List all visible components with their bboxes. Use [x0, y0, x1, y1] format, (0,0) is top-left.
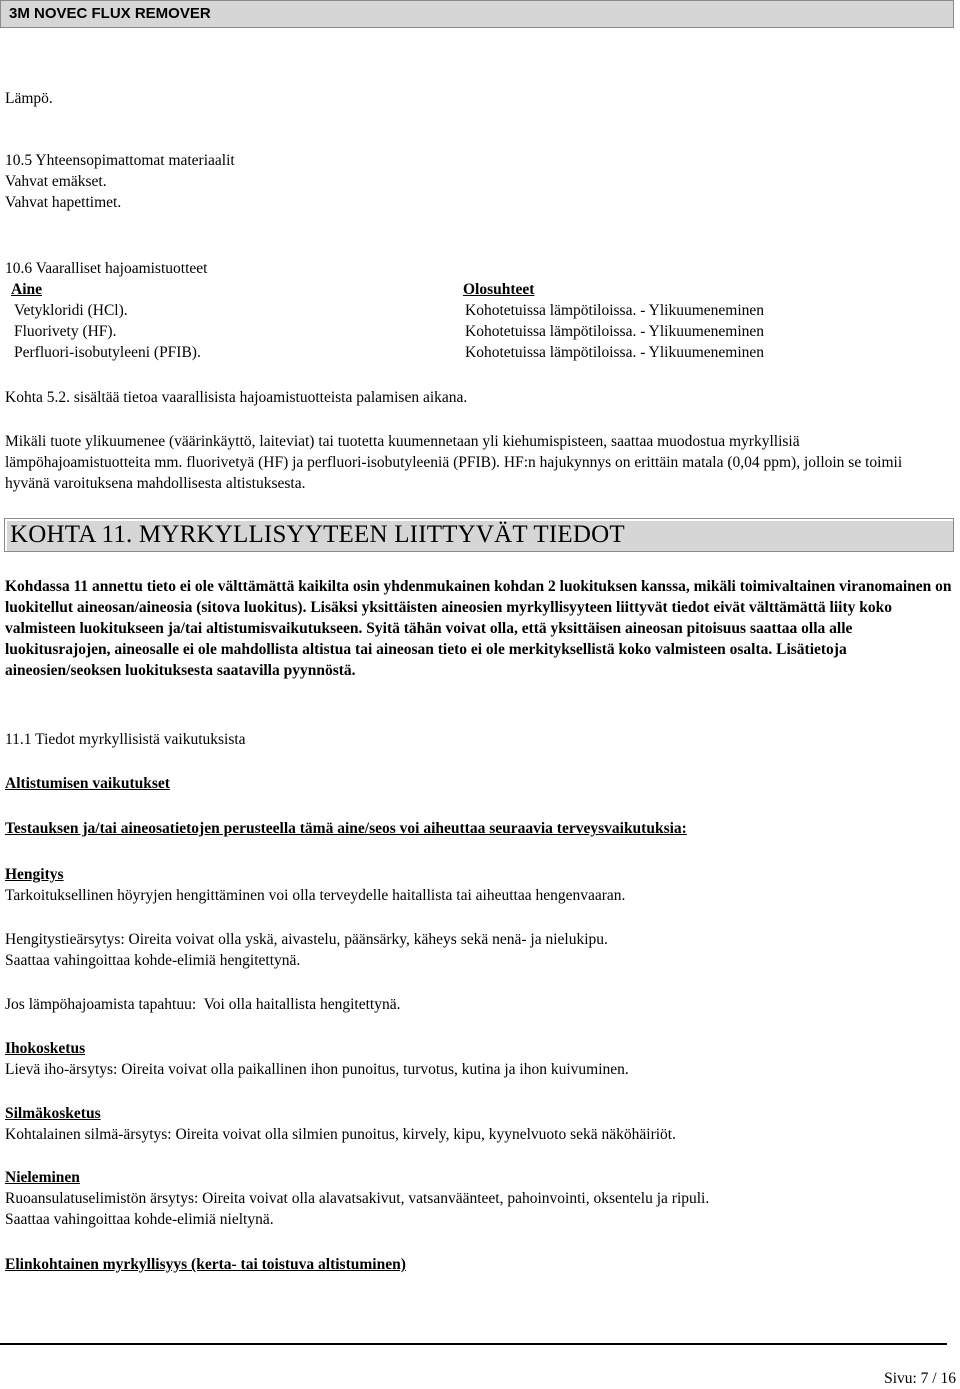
section-11-1-title: 11.1 Tiedot myrkyllisistä vaikutuksista	[5, 731, 246, 748]
section-11-intro: Kohdassa 11 annettu tieto ei ole välttämättä kaikilta osin yhdenmukainen kohdan 2 luokituksen kanssa, mikäli toimivaltainen viranomainen on luokitellut aineosan/aineosia (sitova luokitus). Lisäksi yksittäisten aineosien myrkyllisyyteen liittyvät tiedot eivät välttämättä liity koko valmisteen luokitukseen ja/tai altistumisvaikutukseen. Syitä tähän voivat olla, että yksittäisen aineosan pitoisuus saattaa olla alle luokitusrajojen, aineosalle ei ole mahdollista altistua tai aineosan tieto ei ole merkityksellistä koko valmisteen osalta. Lisätietoja aineosien/seoksen luokituksesta saatavilla pyynnöstä.	[5, 578, 952, 679]
nieleminen-text: Ruoansulatuselimistön ärsytys: Oireita voivat olla alavatsakivut, vatsanväänteet, pahoinvointi, oksentelu ja ripuli.	[5, 1190, 710, 1207]
hengitys-text: Jos lämpöhajoamista tapahtuu: Voi olla haitallista hengitettynä.	[5, 996, 401, 1013]
hengitys-text: Tarkoituksellinen höyryjen hengittäminen voi olla terveydelle haitallista tai aiheuttaa hengenvaaran.	[5, 887, 626, 904]
footer-divider	[0, 1343, 947, 1345]
exposure-effects-heading: Altistumisen vaikutukset	[5, 775, 170, 792]
silmakosketus-text: Kohtalainen silmä-ärsytys: Oireita voivat olla silmien punoitus, kirvely, kipu, kyynelvuoto sekä näköhäiriöt.	[5, 1126, 676, 1143]
ihokosketus-text: Lievä iho-ärsytys: Oireita voivat olla paikallinen ihon punoitus, turvotus, kutina ja ihon kuivuminen.	[5, 1061, 629, 1078]
table-cell-aine: Vetykloridi (HCl).	[14, 302, 128, 319]
document-title: 3M NOVEC FLUX REMOVER	[9, 5, 211, 22]
page-number: Sivu: 7 / 16	[884, 1370, 956, 1387]
stot-heading: Elinkohtainen myrkyllisyys (kerta- tai toistuva altistuminen)	[5, 1256, 406, 1273]
test-basis-heading: Testauksen ja/tai aineosatietojen perusteella tämä aine/seos voi aiheuttaa seuraavia terveysvaikutuksia:	[5, 820, 687, 837]
silmakosketus-heading: Silmäkosketus	[5, 1105, 101, 1122]
section-5-2-note: Kohta 5.2. sisältää tietoa vaarallisista hajoamistuotteista palamisen aikana.	[5, 389, 468, 406]
column-header-aine: Aine	[11, 281, 42, 298]
nieleminen-text: Saattaa vahingoittaa kohde-elimiä nieltynä.	[5, 1211, 274, 1228]
table-cell-olosuhteet: Kohotetuissa lämpötiloissa. - Ylikuumeneminen	[465, 323, 765, 340]
incompatible-item: Vahvat hapettimet.	[5, 194, 122, 211]
incompatible-item: Vahvat emäkset.	[5, 173, 107, 190]
hengitys-text: Hengitystieärsytys: Oireita voivat olla yskä, aivastelu, päänsärky, käheys sekä nenä- ja nielukipu.	[5, 931, 608, 948]
table-cell-olosuhteet: Kohotetuissa lämpötiloissa. - Ylikuumeneminen	[465, 302, 765, 319]
table-cell-aine: Perfluori-isobutyleeni (PFIB).	[14, 344, 201, 361]
conditions-text: Lämpö.	[5, 90, 53, 107]
table-cell-olosuhteet: Kohotetuissa lämpötiloissa. - Ylikuumeneminen	[465, 344, 765, 361]
section-10-5-title: 10.5 Yhteensopimattomat materiaalit	[5, 152, 235, 169]
hengitys-heading: Hengitys	[5, 866, 64, 883]
hengitys-text: Saattaa vahingoittaa kohde-elimiä hengitettynä.	[5, 952, 301, 969]
section-10-6-title: 10.6 Vaaralliset hajoamistuotteet	[5, 260, 208, 277]
section-11-heading: KOHTA 11. MYRKYLLISYYTEEN LIITTYVÄT TIEDOT	[10, 521, 625, 548]
ihokosketus-heading: Ihokosketus	[5, 1040, 86, 1057]
table-cell-aine: Fluorivety (HF).	[14, 323, 117, 340]
column-header-olosuhteet: Olosuhteet	[463, 281, 535, 298]
decomposition-paragraph: Mikäli tuote ylikuumenee (väärinkäyttö, laiteviat) tai tuotetta kuumennetaan yli kiehumispisteen, saattaa muodostua myrkyllisiä lämpöhajoamistuotteita mm. fluorivetyä (HF) ja perfluori-isobutyleeniä (PFIB). HF:n hajukynnys on erittäin matala (0,04 ppm), jolloin se toimii hyvänä varoituksena mahdollisesta altistuksesta.	[5, 433, 903, 492]
nieleminen-heading: Nieleminen	[5, 1169, 80, 1186]
